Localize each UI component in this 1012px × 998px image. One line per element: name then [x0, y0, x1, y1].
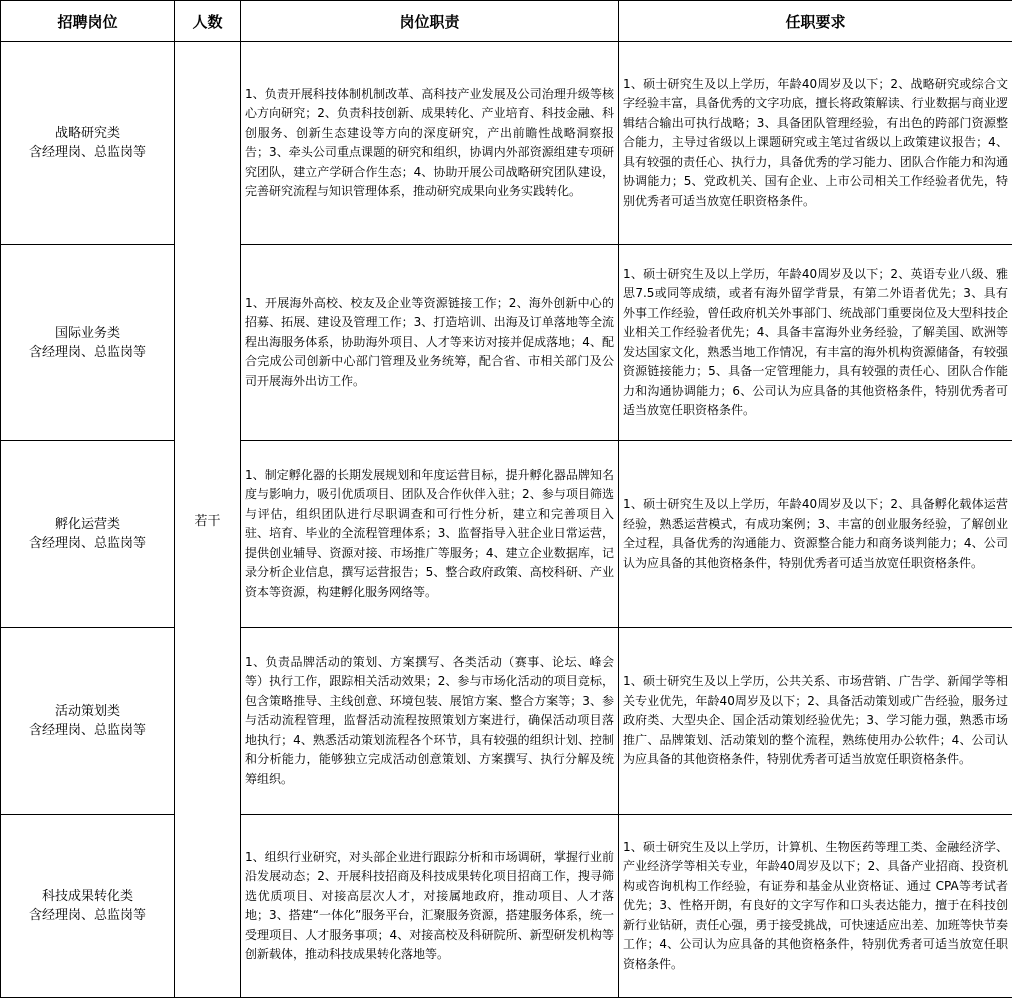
- position-subtitle: 含经理岗、总监岗等: [28, 344, 146, 360]
- position-subtitle: 含经理岗、总监岗等: [28, 723, 146, 738]
- table-row: [1, 245, 1012, 441]
- header-requirements: 任职要求: [619, 1, 1012, 42]
- position-cell: [1, 441, 175, 628]
- position-title: 科技成果转化类: [41, 889, 133, 904]
- header-count: 人数: [175, 1, 241, 42]
- header-row: [1, 1, 1012, 42]
- table-row: [1, 628, 1012, 815]
- position-subtitle: 含经理岗、总监岗等: [28, 145, 146, 160]
- requirements-cell: 1、硕士研究生及以上学历，公共关系、市场营销、广告学、新闻学等相关专业优先，年龄40周岁及以下；2、具备活动策划或广告经验，服务过政府类、大型央企、国企活动策划经验优先；3、学习能力强，熟悉市场推广、品牌策划、活动策划的整个流程，熟练使用办公软件；4、公司认为应具备的其他资格条件，特别优秀者可适当放宽任职资格条件。: [619, 628, 1012, 815]
- position-cell: [1, 42, 175, 245]
- headcount-cell: 若干: [175, 42, 241, 998]
- position-cell: [1, 628, 175, 815]
- header-duties: 岗位职责: [241, 1, 619, 42]
- duties-cell: 1、开展海外高校、校友及企业等资源链接工作；2、海外创新中心的招募、拓展、建设及管理工作；3、打造培训、出海及订单落地等全流程出海服务体系，协助海外项目、人才等来访对接并促成落地；4、配合完成公司创新中心部门管理及业务统筹，配合省、市相关部门及公司开展海外出访工作。: [241, 245, 619, 441]
- duties-cell: 1、负责开展科技体制机制改革、高科技产业发展及公司治理升级等核心方向研究；2、负责科技创新、成果转化、产业培育、科技金融、科创服务、创新生态建设等方向的深度研究，产出前瞻性战略洞察报告；3、牵头公司重点课题的研究和组织，协调内外部资源组建专项研究团队，建立产学研合作生态；4、协助开展公司战略研究团队建设，完善研究流程与知识管理体系，推动研究成果向业务实践转化。: [241, 42, 619, 245]
- header-position: 招聘岗位: [1, 1, 175, 42]
- position-subtitle: 含经理岗、总监岗等: [28, 908, 146, 923]
- requirements-cell: 1、硕士研究生及以上学历，计算机、生物医药等理工类、金融经济学、产业经济学等相关专业，年龄40周岁及以下；2、具备产业招商、投资机构或咨询机构工作经验，有证券和基金从业资格证、通过 CPA等考试者优先；3、性格开朗，有良好的文字写作和口头表达能力，擅于在科技创新行业钻研，责任心强，勇于接受挑战，可快速适应出差、加班等快节奏工作；4、公司认为应具备的其他资格条件，特别优秀者可适当放宽任职资格条件。: [619, 815, 1012, 998]
- position-title: 活动策划类: [54, 704, 120, 719]
- table-row: [1, 441, 1012, 628]
- requirements-cell: 1、硕士研究生及以上学历，年龄40周岁及以下；2、具备孵化载体运营经验，熟悉运营模式，有成功案例；3、丰富的创业服务经验，了解创业全过程，具备优秀的沟通能力、资源整合能力和商务谈判能力；4、公司认为应具备的其他资格条件，特别优秀者可适当放宽任职资格条件。: [619, 441, 1012, 628]
- position-title: 孵化运营类: [54, 517, 120, 532]
- duties-cell: 1、组织行业研究，对头部企业进行跟踪分析和市场调研，掌握行业前沿发展动态；2、开展科技招商及科技成果转化项目招商工作，搜寻筛选优质项目、对接高层次人才，对接属地政府，推动项目、人才落地；3、搭建“一体化”服务平台，汇聚服务资源，搭建服务体系，统一受理项目、人才服务事项；4、对接高校及科研院所、新型研发机构等创新载体，推动科技成果转化落地等。: [241, 815, 619, 998]
- position-subtitle: 含经理岗、总监岗等: [28, 536, 146, 551]
- duties-cell: 1、负责品牌活动的策划、方案撰写、各类活动（赛事、论坛、峰会等）执行工作，跟踪相关活动效果；2、参与市场化活动的项目竞标，包含策略推导、主线创意、环境包装、展馆方案、整合方案等；3、参与活动流程管理，监督活动流程按照策划方案进行，确保活动项目落地执行；4、熟悉活动策划流程各个环节，具有较强的组织计划、控制和分析能力，能够独立完成活动创意策划、方案撰写、执行分解及统筹组织。: [241, 628, 619, 815]
- table-row: [1, 815, 1012, 998]
- requirements-cell: 1、硕士研究生及以上学历，年龄40周岁及以下；2、战略研究或综合文字经验丰富，具备优秀的文字功底，擅长将政策解读、行业数据与商业逻辑结合输出可执行战略；3、具备团队管理经验，有出色的跨部门资源整合能力，主导过省级以上课题研究或主笔过省级以上政策建议报告；4、具有较强的责任心、执行力，具备优秀的学习能力、团队合作能力和沟通协调能力；5、党政机关、国有企业、上市公司相关工作经验者优先，特别优秀者可适当放宽任职资格条件。: [619, 42, 1012, 245]
- position-title: 战略研究类: [54, 126, 120, 141]
- duties-cell: 1、制定孵化器的长期发展规划和年度运营目标，提升孵化器品牌知名度与影响力，吸引优质项目、团队及合作伙伴入驻；2、参与项目筛选与评估，组织团队进行尽职调查和可行性分析，建立和完善项目入驻、培育、毕业的全流程管理体系；3、监督指导入驻企业日常运营，提供创业辅导、资源对接、市场推广等服务；4、建立企业数据库，记录分析企业信息，撰写运营报告；5、整合政府政策、高校科研、产业资本等资源，构建孵化服务网络等。: [241, 441, 619, 628]
- position-cell: [1, 815, 175, 998]
- table-row: [1, 42, 1012, 245]
- position-cell: [1, 245, 175, 441]
- position-title: 国际业务类: [54, 325, 120, 341]
- requirements-cell: 1、硕士研究生及以上学历，年龄40周岁及以下；2、英语专业八级、雅思7.5或同等成绩，或者有海外留学背景，有第二外语者优先；3、具有外事工作经验，曾任政府机关外事部门、统战部门重要岗位及大型科技企业相关工作经验者优先；4、具备丰富海外业务经验，了解美国、欧洲等发达国家文化，熟悉当地工作情况，有丰富的海外机构资源储备，有较强资源链接能力；5、具备一定管理能力，具有较强的责任心、团队合作能力和沟通协调能力；6、公司认为应具备的其他资格条件，特别优秀者可适当放宽任职资格条件。: [619, 245, 1012, 441]
